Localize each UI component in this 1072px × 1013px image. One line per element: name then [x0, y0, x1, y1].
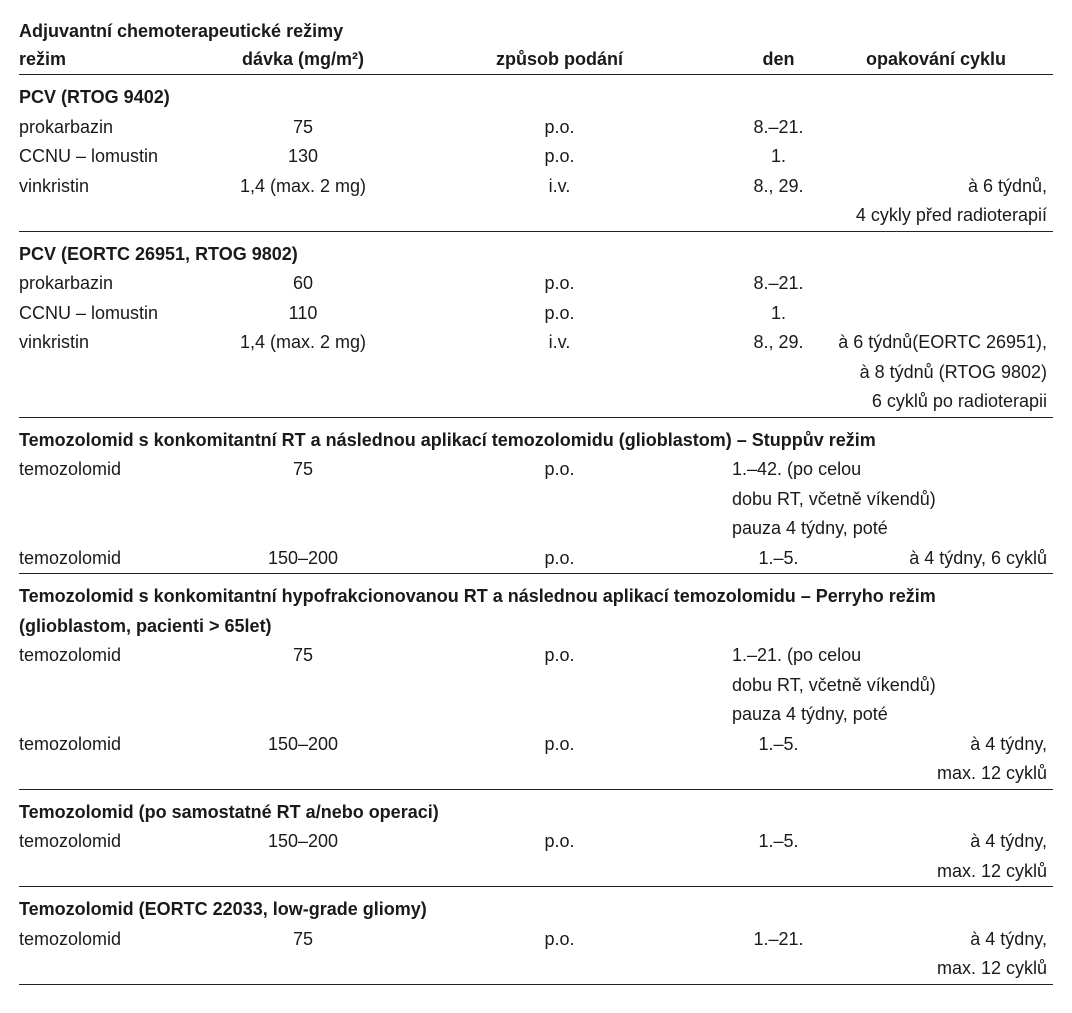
cell-opakovani-cyklu [825, 700, 1053, 730]
cell-den: 8.–21. [753, 116, 804, 137]
cell-davka [219, 671, 387, 701]
cell-rezim [19, 358, 219, 388]
cell-davka: 150–200 [267, 547, 339, 568]
cell-zpusob-podani [387, 857, 732, 887]
cell-davka: 1,4 (max. 2 mg) [239, 332, 367, 352]
column-header-davka: dávka (mg/m²) [241, 49, 365, 69]
cell-opakovani-cyklu: 4 cykly před radioterapií [855, 205, 1047, 225]
regimen-section [19, 887, 1053, 985]
cell-rezim: temozolomid [19, 459, 122, 479]
table-row [19, 954, 1053, 984]
section-title: (glioblastom, pacienti > 65let) [19, 615, 272, 636]
cell-davka: 75 [292, 459, 314, 479]
cell-rezim [19, 671, 219, 701]
cell-zpusob-podani: p.o. [544, 116, 575, 137]
cell-davka [219, 857, 387, 887]
cell-den: dobu RT, včetně víkendů) [732, 674, 936, 695]
cell-rezim [19, 514, 219, 544]
cell-rezim: temozolomid [19, 645, 122, 665]
column-header-rezim: režim [19, 49, 67, 69]
cell-rezim [19, 954, 219, 984]
cell-opakovani-cyklu [825, 113, 1053, 143]
section-title: Temozolomid (po samostatné RT a/nebo operaci) [19, 801, 439, 822]
cell-davka [219, 700, 387, 730]
table-row [19, 641, 1053, 671]
cell-zpusob-podani [387, 485, 732, 515]
cell-davka: 150–200 [267, 733, 339, 754]
cell-davka: 75 [292, 116, 314, 137]
cell-rezim [19, 759, 219, 789]
cell-opakovani-cyklu [825, 299, 1053, 329]
table-row [19, 925, 1053, 955]
cell-den [732, 358, 825, 388]
table-row [19, 201, 1053, 231]
table-row [19, 358, 1053, 388]
section-title: Temozolomid s konkomitantní hypofrakcionovanou RT a následnou aplikací temozolomidu – Perryho režim [19, 586, 936, 606]
cell-zpusob-podani: p.o. [544, 831, 575, 851]
cell-den [732, 954, 825, 984]
table-row [19, 328, 1053, 358]
cell-den: 1.–5. [758, 733, 799, 754]
cell-rezim [19, 387, 219, 417]
cell-zpusob-podani [387, 387, 732, 417]
cell-zpusob-podani: p.o. [544, 547, 575, 568]
table-row [19, 514, 1053, 544]
column-header-den: den [762, 49, 795, 69]
cell-rezim: temozolomid [19, 831, 122, 851]
cell-opakovani-cyklu [825, 514, 1053, 544]
cell-zpusob-podani: p.o. [544, 302, 575, 323]
cell-den: 8., 29. [753, 175, 804, 196]
cell-den: pauza 4 týdny, poté [732, 518, 888, 538]
table-row [19, 142, 1053, 172]
cell-rezim: CCNU – lomustin [19, 302, 159, 323]
table-row [19, 671, 1053, 701]
cell-davka: 60 [292, 273, 314, 293]
table-row [19, 700, 1053, 730]
cell-rezim: vinkristin [19, 332, 90, 352]
cell-opakovani-cyklu: à 4 týdny, [970, 733, 1047, 754]
cell-davka [219, 387, 387, 417]
cell-davka [219, 358, 387, 388]
table-row [19, 827, 1053, 857]
cell-davka: 130 [287, 146, 319, 166]
cell-rezim [19, 857, 219, 887]
regimen-section [19, 75, 1053, 232]
table-row [19, 299, 1053, 329]
cell-rezim [19, 700, 219, 730]
cell-den: 1.–5. [758, 547, 799, 568]
cell-davka [219, 201, 387, 231]
regimen-table [19, 17, 1053, 985]
cell-zpusob-podani [387, 671, 732, 701]
cell-rezim [19, 201, 219, 231]
cell-opakovani-cyklu: max. 12 cyklů [936, 958, 1047, 978]
cell-rezim: vinkristin [19, 175, 90, 196]
table-caption: Adjuvantní chemoterapeutické režimy [19, 21, 344, 41]
cell-davka: 75 [292, 928, 314, 949]
section-title: PCV (RTOG 9402) [19, 87, 170, 107]
cell-opakovani-cyklu: à 8 týdnů (RTOG 9802) [859, 361, 1047, 382]
section-title: Temozolomid (EORTC 22033, low-grade gliomy) [19, 899, 427, 919]
column-header-opakovani-cyklu: opakování cyklu [865, 49, 1007, 69]
table-row [19, 730, 1053, 760]
cell-den: 1. [770, 302, 786, 323]
table-row [19, 544, 1053, 574]
cell-davka: 75 [292, 645, 314, 665]
cell-den: 1. [770, 146, 786, 166]
column-header-zpusob-podani: způsob podání [496, 49, 623, 69]
cell-davka: 150–200 [267, 831, 339, 851]
cell-opakovani-cyklu [825, 485, 1053, 515]
cell-davka: 110 [288, 302, 318, 323]
cell-zpusob-podani [387, 514, 732, 544]
section-title: Temozolomid s konkomitantní RT a následnou aplikací temozolomidu (glioblastom) – Stuppův režim [19, 429, 876, 450]
cell-opakovani-cyklu: à 4 týdny, [970, 831, 1047, 851]
cell-davka: 1,4 (max. 2 mg) [239, 175, 367, 196]
table-row [19, 857, 1053, 887]
table-row [19, 759, 1053, 789]
cell-zpusob-podani [387, 358, 732, 388]
regimen-section [19, 790, 1053, 888]
cell-den: 1.–5. [758, 831, 799, 851]
cell-den: 1.–42. (po celou [732, 459, 862, 479]
cell-den [732, 201, 825, 231]
cell-zpusob-podani: p.o. [544, 928, 575, 949]
cell-rezim: prokarbazin [19, 273, 114, 293]
cell-zpusob-podani: i.v. [548, 175, 571, 196]
cell-opakovani-cyklu: à 4 týdny, 6 cyklů [909, 547, 1047, 568]
table-row [19, 269, 1053, 299]
cell-zpusob-podani [387, 759, 732, 789]
cell-opakovani-cyklu: à 4 týdny, [970, 928, 1047, 949]
cell-den [732, 387, 825, 417]
cell-davka [219, 485, 387, 515]
cell-zpusob-podani [387, 954, 732, 984]
table-row [19, 455, 1053, 485]
cell-rezim: temozolomid [19, 928, 122, 949]
cell-davka [219, 954, 387, 984]
cell-opakovani-cyklu [825, 641, 1053, 671]
cell-rezim: prokarbazin [19, 116, 114, 137]
cell-den [732, 759, 825, 789]
table-row [19, 113, 1053, 143]
regimen-section [19, 418, 1053, 575]
cell-opakovani-cyklu: à 6 týdnů, [967, 175, 1047, 196]
cell-opakovani-cyklu: max. 12 cyklů [936, 860, 1047, 881]
table-body [19, 75, 1053, 985]
cell-zpusob-podani: p.o. [544, 645, 575, 665]
cell-zpusob-podani: p.o. [544, 146, 575, 166]
cell-opakovani-cyklu [825, 455, 1053, 485]
cell-den: 1.–21. (po celou [732, 645, 862, 665]
cell-rezim: CCNU – lomustin [19, 146, 159, 166]
cell-den: 8.–21. [753, 273, 804, 293]
cell-zpusob-podani: p.o. [544, 733, 575, 754]
table-header [19, 45, 1053, 75]
cell-davka [219, 514, 387, 544]
cell-opakovani-cyklu: max. 12 cyklů [936, 763, 1047, 783]
cell-zpusob-podani [387, 700, 732, 730]
cell-davka [219, 759, 387, 789]
table-row [19, 387, 1053, 417]
cell-den: dobu RT, včetně víkendů) [732, 488, 936, 509]
cell-rezim: temozolomid [19, 547, 122, 568]
cell-den: 8., 29. [753, 332, 804, 352]
table-row [19, 485, 1053, 515]
regimen-section [19, 232, 1053, 418]
cell-rezim [19, 485, 219, 515]
cell-den: pauza 4 týdny, poté [732, 704, 888, 724]
table-row [19, 172, 1053, 202]
cell-opakovani-cyklu [825, 269, 1053, 299]
cell-zpusob-podani: p.o. [544, 273, 575, 293]
cell-rezim: temozolomid [19, 733, 122, 754]
cell-zpusob-podani [387, 201, 732, 231]
cell-opakovani-cyklu: à 6 týdnů(EORTC 26951), [838, 332, 1047, 352]
cell-opakovani-cyklu [825, 671, 1053, 701]
cell-opakovani-cyklu: 6 cyklů po radioterapii [871, 391, 1047, 411]
regimen-section [19, 574, 1053, 790]
cell-den [732, 857, 825, 887]
cell-den: 1.–21. [753, 928, 804, 949]
section-title: PCV (EORTC 26951, RTOG 9802) [19, 243, 298, 264]
cell-zpusob-podani: p.o. [544, 459, 575, 479]
cell-opakovani-cyklu [825, 142, 1053, 172]
cell-zpusob-podani: i.v. [548, 332, 571, 352]
